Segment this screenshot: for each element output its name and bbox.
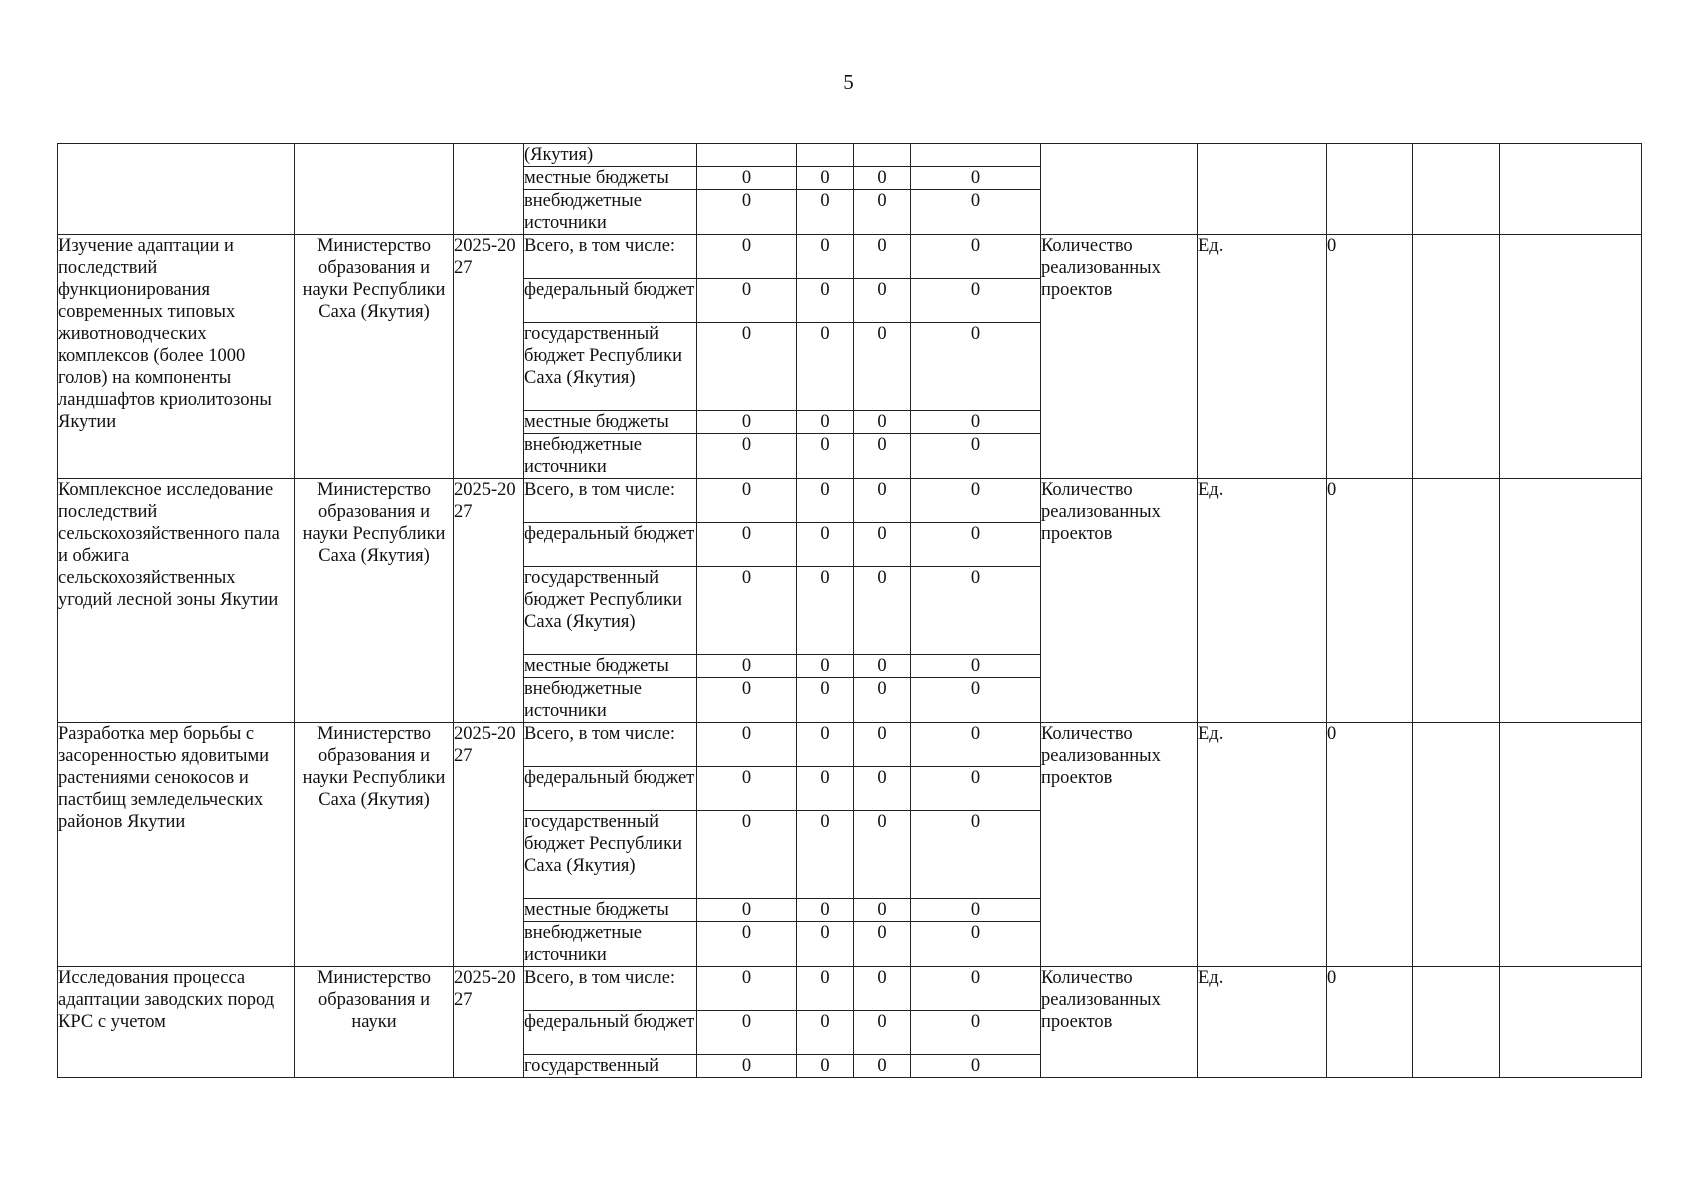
funding-source-cell: местные бюджеты bbox=[524, 411, 697, 434]
funding-source-cell: (Якутия) bbox=[524, 144, 697, 167]
executor-cell: Министерство образования и науки Республики Саха (Якутия) bbox=[295, 479, 454, 723]
funding-value-cell: 0 bbox=[854, 411, 911, 434]
funding-value-cell: 0 bbox=[854, 235, 911, 279]
funding-value-cell: 0 bbox=[797, 899, 854, 922]
funding-value-cell: 0 bbox=[854, 167, 911, 190]
funding-value-cell: 0 bbox=[854, 655, 911, 678]
funding-source-cell: местные бюджеты bbox=[524, 655, 697, 678]
unit-cell: Ед. bbox=[1198, 967, 1327, 1078]
funding-value-cell: 0 bbox=[911, 1055, 1041, 1078]
funding-value-cell: 0 bbox=[697, 235, 797, 279]
period-cell: 2025-2027 bbox=[454, 235, 524, 479]
funding-value-cell: 0 bbox=[797, 723, 854, 767]
indicator-cell: Количество реализованных проектов bbox=[1041, 723, 1198, 967]
executor-cell bbox=[295, 144, 454, 235]
funding-value-cell: 0 bbox=[854, 190, 911, 235]
funding-value-cell: 0 bbox=[854, 1011, 911, 1055]
funding-value-cell: 0 bbox=[797, 167, 854, 190]
funding-value-cell: 0 bbox=[697, 567, 797, 655]
funding-value-cell: 0 bbox=[854, 723, 911, 767]
target-value-cell bbox=[1500, 479, 1642, 723]
funding-value-cell: 0 bbox=[911, 411, 1041, 434]
funding-value-cell: 0 bbox=[697, 279, 797, 323]
target-value-cell bbox=[1413, 723, 1500, 967]
unit-cell: Ед. bbox=[1198, 723, 1327, 967]
program-measures-table bbox=[57, 143, 1642, 1078]
indicator-cell bbox=[1041, 144, 1198, 235]
funding-value-cell bbox=[854, 144, 911, 167]
executor-cell: Министерство образования и науки bbox=[295, 967, 454, 1078]
indicator-cell: Количество реализованных проектов bbox=[1041, 967, 1198, 1078]
funding-value-cell: 0 bbox=[797, 567, 854, 655]
funding-value-cell: 0 bbox=[854, 967, 911, 1011]
funding-value-cell: 0 bbox=[797, 479, 854, 523]
unit-cell: Ед. bbox=[1198, 479, 1327, 723]
funding-value-cell: 0 bbox=[911, 899, 1041, 922]
target-value-cell bbox=[1500, 723, 1642, 967]
funding-value-cell: 0 bbox=[854, 523, 911, 567]
target-value-cell bbox=[1413, 235, 1500, 479]
funding-value-cell: 0 bbox=[797, 434, 854, 479]
executor-cell: Министерство образования и науки Республики Саха (Якутия) bbox=[295, 235, 454, 479]
funding-value-cell: 0 bbox=[911, 1011, 1041, 1055]
measure-name-cell: Разработка мер борьбы с засоренностью ядовитыми растениями сенокосов и пастбищ земледельческих районов Якутии bbox=[58, 723, 295, 967]
funding-value-cell: 0 bbox=[697, 323, 797, 411]
funding-source-cell: федеральный бюджет bbox=[524, 1011, 697, 1055]
target-value-cell bbox=[1413, 967, 1500, 1078]
funding-source-cell: федеральный бюджет bbox=[524, 523, 697, 567]
funding-value-cell: 0 bbox=[697, 167, 797, 190]
funding-value-cell: 0 bbox=[697, 1055, 797, 1078]
funding-source-cell: Всего, в том числе: bbox=[524, 967, 697, 1011]
funding-value-cell: 0 bbox=[911, 767, 1041, 811]
funding-value-cell: 0 bbox=[911, 167, 1041, 190]
funding-value-cell: 0 bbox=[797, 523, 854, 567]
funding-value-cell: 0 bbox=[697, 190, 797, 235]
funding-value-cell: 0 bbox=[697, 678, 797, 723]
funding-value-cell: 0 bbox=[797, 1011, 854, 1055]
funding-source-cell: государственный бюджет Республики Саха (Якутия) bbox=[524, 323, 697, 411]
table-row bbox=[58, 723, 1642, 767]
target-value-cell bbox=[1500, 144, 1642, 235]
funding-value-cell: 0 bbox=[697, 655, 797, 678]
base-value-cell: 0 bbox=[1327, 235, 1413, 479]
funding-value-cell: 0 bbox=[697, 434, 797, 479]
base-value-cell bbox=[1327, 144, 1413, 235]
funding-value-cell bbox=[797, 144, 854, 167]
funding-value-cell: 0 bbox=[797, 811, 854, 899]
period-cell: 2025-2027 bbox=[454, 479, 524, 723]
funding-value-cell: 0 bbox=[797, 1055, 854, 1078]
funding-value-cell: 0 bbox=[697, 811, 797, 899]
table-row bbox=[58, 144, 1642, 167]
base-value-cell: 0 bbox=[1327, 479, 1413, 723]
funding-value-cell: 0 bbox=[797, 678, 854, 723]
indicator-cell: Количество реализованных проектов bbox=[1041, 235, 1198, 479]
funding-value-cell: 0 bbox=[911, 323, 1041, 411]
funding-value-cell: 0 bbox=[797, 279, 854, 323]
base-value-cell: 0 bbox=[1327, 723, 1413, 967]
funding-value-cell: 0 bbox=[854, 434, 911, 479]
funding-source-cell: местные бюджеты bbox=[524, 899, 697, 922]
funding-source-cell: государственный bbox=[524, 1055, 697, 1078]
funding-source-cell: Всего, в том числе: bbox=[524, 479, 697, 523]
funding-value-cell: 0 bbox=[911, 967, 1041, 1011]
funding-value-cell: 0 bbox=[854, 899, 911, 922]
funding-value-cell: 0 bbox=[854, 1055, 911, 1078]
funding-value-cell: 0 bbox=[797, 411, 854, 434]
indicator-cell: Количество реализованных проектов bbox=[1041, 479, 1198, 723]
funding-value-cell: 0 bbox=[797, 967, 854, 1011]
funding-value-cell: 0 bbox=[911, 190, 1041, 235]
funding-value-cell: 0 bbox=[854, 567, 911, 655]
funding-source-cell: федеральный бюджет bbox=[524, 279, 697, 323]
funding-value-cell: 0 bbox=[854, 678, 911, 723]
funding-value-cell: 0 bbox=[797, 323, 854, 411]
funding-value-cell: 0 bbox=[797, 922, 854, 967]
measure-name-cell bbox=[58, 144, 295, 235]
funding-value-cell: 0 bbox=[911, 235, 1041, 279]
funding-value-cell: 0 bbox=[797, 767, 854, 811]
funding-value-cell: 0 bbox=[697, 767, 797, 811]
funding-value-cell: 0 bbox=[697, 479, 797, 523]
funding-value-cell: 0 bbox=[911, 811, 1041, 899]
measure-name-cell: Исследования процесса адаптации заводских пород КРС с учетом bbox=[58, 967, 295, 1078]
target-value-cell bbox=[1413, 479, 1500, 723]
funding-value-cell bbox=[697, 144, 797, 167]
funding-value-cell: 0 bbox=[911, 434, 1041, 479]
target-value-cell bbox=[1500, 235, 1642, 479]
funding-value-cell: 0 bbox=[854, 479, 911, 523]
funding-source-cell: внебюджетные источники bbox=[524, 678, 697, 723]
funding-value-cell: 0 bbox=[911, 655, 1041, 678]
executor-cell: Министерство образования и науки Республики Саха (Якутия) bbox=[295, 723, 454, 967]
funding-source-cell: местные бюджеты bbox=[524, 167, 697, 190]
table-row bbox=[58, 479, 1642, 523]
funding-source-cell: внебюджетные источники bbox=[524, 922, 697, 967]
funding-value-cell: 0 bbox=[697, 899, 797, 922]
funding-value-cell: 0 bbox=[911, 279, 1041, 323]
funding-value-cell: 0 bbox=[797, 655, 854, 678]
measure-name-cell: Комплексное исследование последствий сельскохозяйственного пала и обжига сельскохозяйственных угодий лесной зоны Якутии bbox=[58, 479, 295, 723]
funding-value-cell: 0 bbox=[854, 767, 911, 811]
unit-cell: Ед. bbox=[1198, 235, 1327, 479]
table-row bbox=[58, 235, 1642, 279]
funding-source-cell: государственный бюджет Республики Саха (Якутия) bbox=[524, 811, 697, 899]
funding-value-cell: 0 bbox=[697, 723, 797, 767]
funding-value-cell: 0 bbox=[697, 922, 797, 967]
funding-value-cell: 0 bbox=[854, 323, 911, 411]
funding-value-cell bbox=[911, 144, 1041, 167]
target-value-cell bbox=[1500, 967, 1642, 1078]
funding-value-cell: 0 bbox=[697, 1011, 797, 1055]
funding-value-cell: 0 bbox=[911, 523, 1041, 567]
funding-value-cell: 0 bbox=[911, 479, 1041, 523]
period-cell bbox=[454, 144, 524, 235]
funding-value-cell: 0 bbox=[697, 967, 797, 1011]
funding-source-cell: федеральный бюджет bbox=[524, 767, 697, 811]
funding-source-cell: Всего, в том числе: bbox=[524, 235, 697, 279]
funding-value-cell: 0 bbox=[697, 411, 797, 434]
measure-name-cell: Изучение адаптации и последствий функционирования современных типовых животноводческих комплексов (более 1000 голов) на компоненты ландшафтов криолитозоны Якутии bbox=[58, 235, 295, 479]
base-value-cell: 0 bbox=[1327, 967, 1413, 1078]
funding-value-cell: 0 bbox=[854, 811, 911, 899]
funding-value-cell: 0 bbox=[911, 922, 1041, 967]
table-row bbox=[58, 967, 1642, 1011]
unit-cell bbox=[1198, 144, 1327, 235]
funding-value-cell: 0 bbox=[797, 190, 854, 235]
funding-value-cell: 0 bbox=[911, 723, 1041, 767]
period-cell: 2025-2027 bbox=[454, 723, 524, 967]
funding-value-cell: 0 bbox=[854, 922, 911, 967]
target-value-cell bbox=[1413, 144, 1500, 235]
funding-value-cell: 0 bbox=[854, 279, 911, 323]
page-number: 5 bbox=[843, 70, 854, 94]
funding-value-cell: 0 bbox=[911, 567, 1041, 655]
funding-source-cell: внебюджетные источники bbox=[524, 190, 697, 235]
period-cell: 2025-2027 bbox=[454, 967, 524, 1078]
funding-value-cell: 0 bbox=[697, 523, 797, 567]
funding-value-cell: 0 bbox=[797, 235, 854, 279]
funding-source-cell: Всего, в том числе: bbox=[524, 723, 697, 767]
funding-source-cell: государственный бюджет Республики Саха (Якутия) bbox=[524, 567, 697, 655]
funding-value-cell: 0 bbox=[911, 678, 1041, 723]
funding-source-cell: внебюджетные источники bbox=[524, 434, 697, 479]
